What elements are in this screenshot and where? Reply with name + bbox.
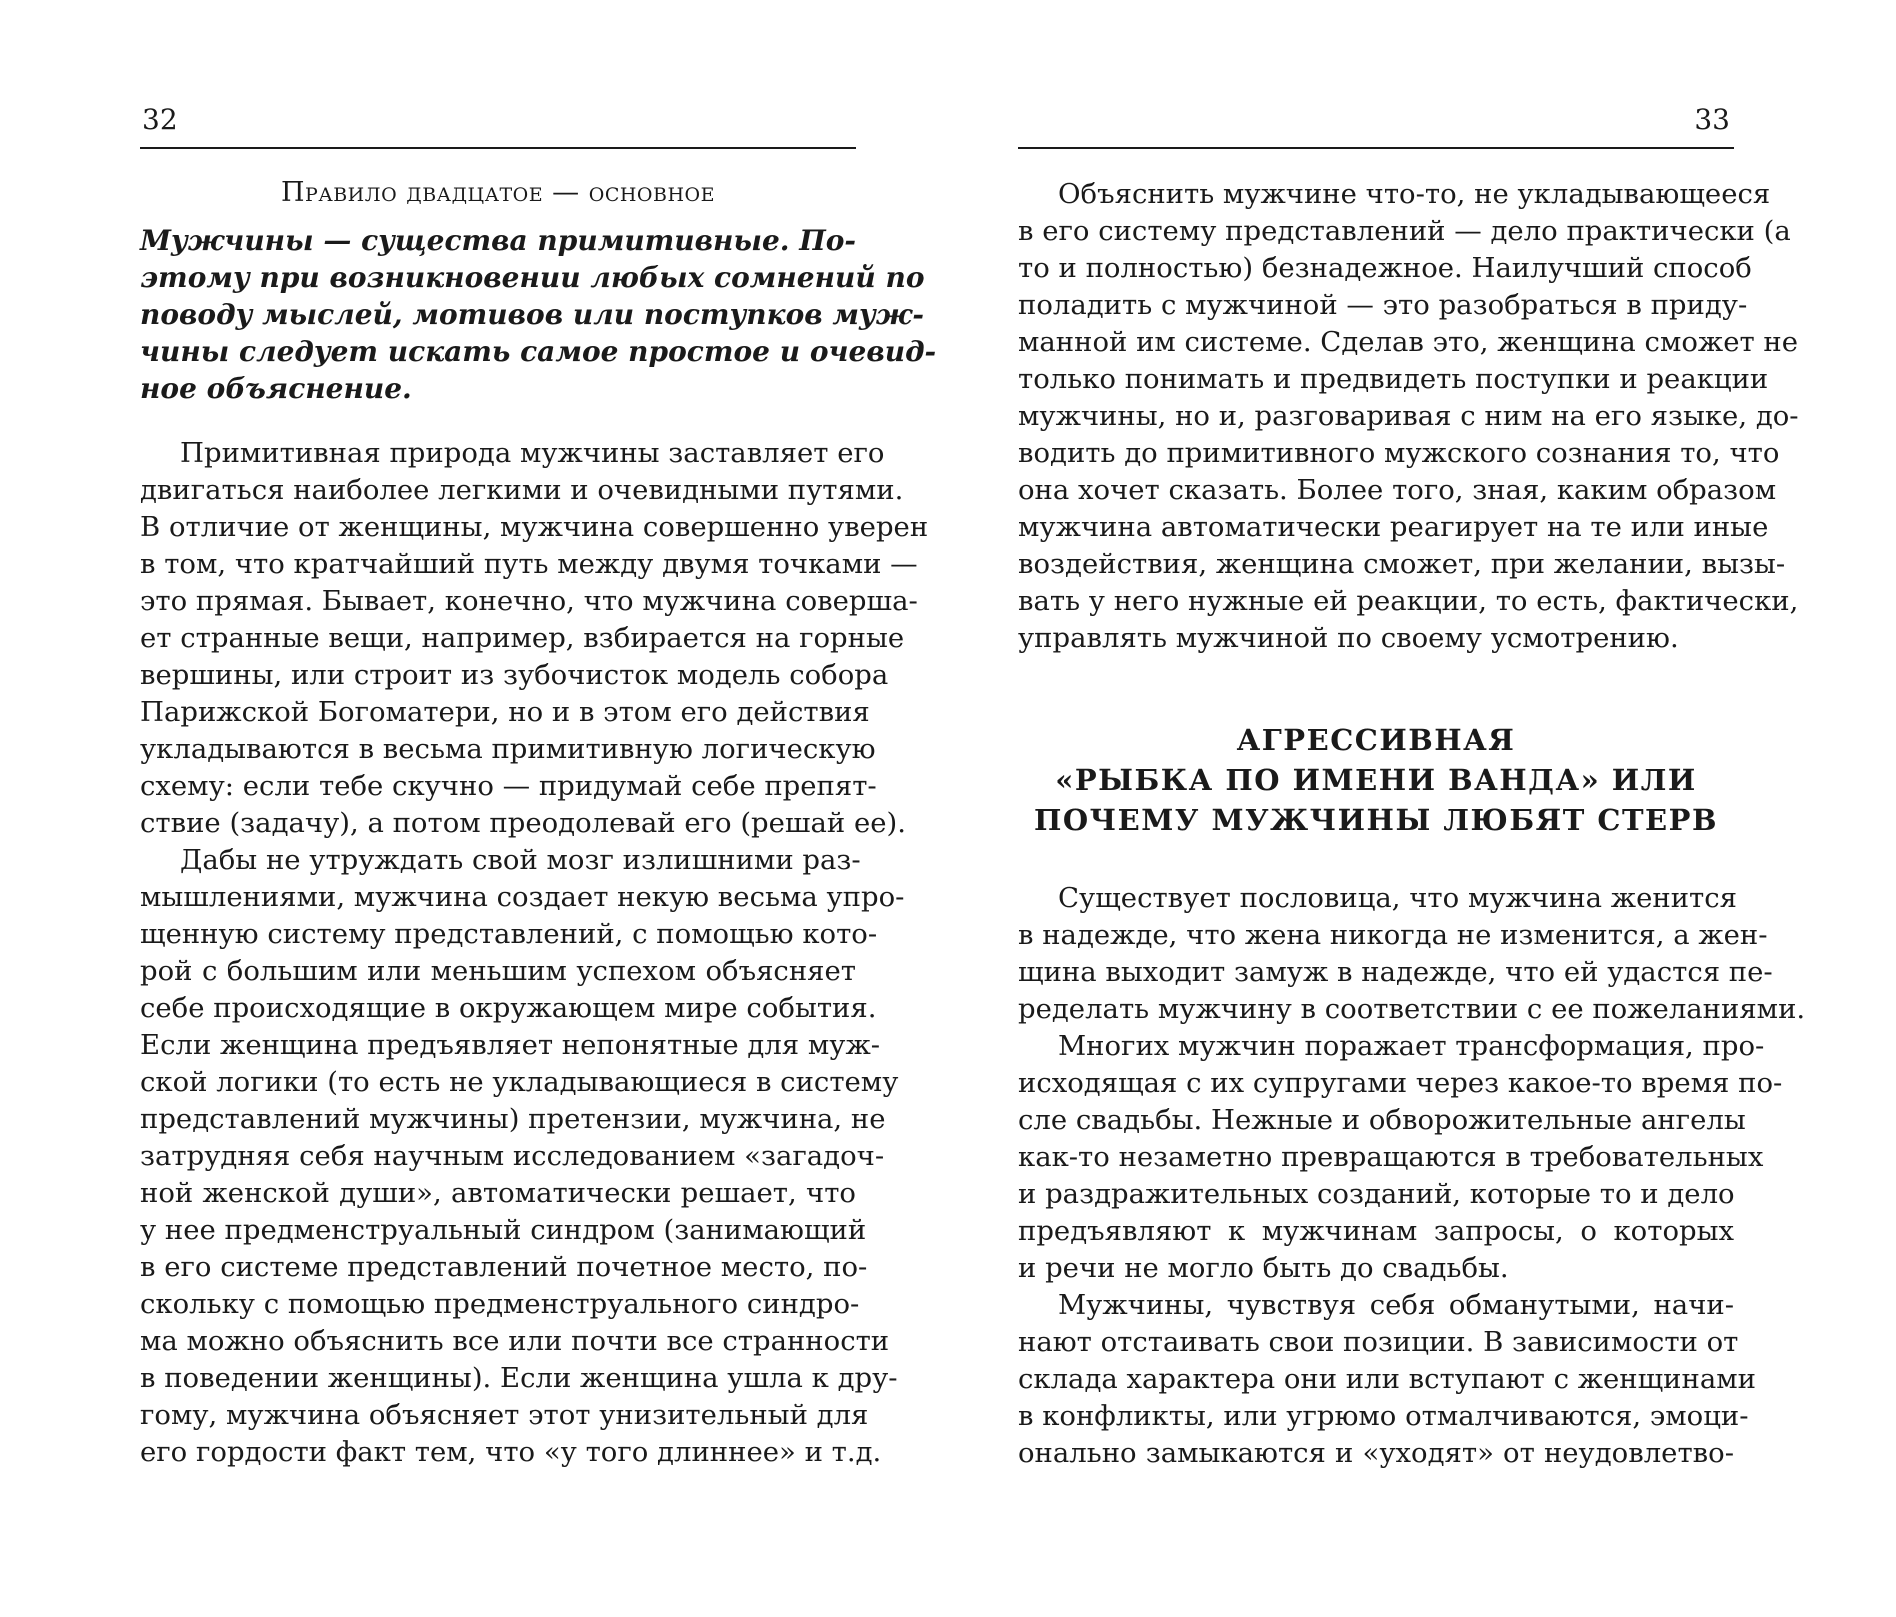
text-line: это прямая. Бывает, конечно, что мужчина соверша- — [140, 585, 918, 617]
text-line: в его систему представлений — дело практически (а — [1018, 215, 1791, 247]
text-line: рой с большим или меньшим успехом объясняет — [140, 955, 856, 987]
text-line: то и полностью) безнадежное. Наилучший способ — [1018, 252, 1752, 284]
text-line: В отличие от женщины, мужчина совершенно уверен — [140, 511, 929, 543]
text-line: Дабы не утруждать свой мозг излишними раз- — [180, 844, 861, 876]
text-line: Многих мужчин поражает трансформация, про- — [1058, 1030, 1765, 1062]
text-line: щина выходит замуж в надежде, что ей удастся пе- — [1018, 956, 1773, 988]
text-line: Объяснить мужчине что-то, не укладывающееся — [1058, 178, 1771, 210]
text-line: в надежде, что жена никогда не изменится, а жен- — [1018, 919, 1768, 951]
rule-line: этому при возникновении любых сомнений по — [140, 261, 925, 294]
text-line: Мужчины, чувствуя себя обманутыми, начи- — [1058, 1289, 1734, 1321]
rule-line: ное объяснение. — [140, 372, 412, 405]
left-body-text — [140, 435, 929, 1471]
rule-line: поводу мыслей, мотивов или поступков муж- — [140, 298, 924, 331]
text-line: в том, что кратчайший путь между двумя точками — — [140, 548, 918, 580]
header-rule-left — [140, 147, 856, 149]
text-line: гому, мужчина объясняет этот унизительный для — [140, 1399, 869, 1431]
right-paragraph-1 — [1018, 176, 1799, 657]
text-line: мышлениями, мужчина создает некую весьма упро- — [140, 881, 905, 913]
text-line: Существует пословица, что мужчина женится — [1058, 882, 1737, 914]
text-line: Если женщина предъявляет непонятные для муж- — [140, 1029, 881, 1061]
text-line: в поведении женщины). Если женщина ушла к дру- — [140, 1362, 898, 1394]
text-line: его гордости факт тем, что «у того длиннее» и т.д. — [140, 1436, 882, 1468]
rule-statement — [140, 222, 937, 407]
text-line: ределать мужчину в соответствии с ее пожеланиями. — [1018, 993, 1806, 1025]
left-page — [140, 0, 937, 1617]
text-line: Примитивная природа мужчины заставляет его — [180, 437, 885, 469]
right-paragraph-2 — [1018, 880, 1806, 1472]
text-line: вершины, или строит из зубочисток модель собора — [140, 659, 889, 691]
text-line: вать у него нужные ей реакции, то есть, фактически, — [1018, 585, 1799, 617]
text-line: манной им системе. Сделав это, женщина сможет не — [1018, 326, 1799, 358]
text-line: затрудняя себя научным исследованием «загадоч- — [140, 1140, 885, 1172]
right-page — [1018, 0, 1806, 1617]
text-line: предъявляют к мужчинам запросы, о которых — [1018, 1215, 1734, 1247]
section-heading — [1018, 720, 1734, 840]
rule-line: Мужчины — существа примитивные. По- — [140, 224, 857, 257]
text-line: себе происходящие в окружающем мире события. — [140, 992, 877, 1024]
rule-line: чины следует искать самое простое и очевид- — [140, 335, 937, 368]
text-line: ма можно объяснить все или почти все странности — [140, 1325, 890, 1357]
page-number-left: 32 — [142, 103, 178, 136]
text-line: мужчина автоматически реагирует на те или иные — [1018, 511, 1769, 543]
text-line: в его системе представлений почетное место, по- — [140, 1251, 868, 1283]
text-line: мужчины, но и, разговаривая с ним на его языке, до- — [1018, 400, 1799, 432]
text-line: представлений мужчины) претензии, мужчина, не — [140, 1103, 886, 1135]
text-line: ствие (задачу), а потом преодолевай его (решай ее). — [140, 807, 906, 839]
text-line: склада характера они или вступают с женщинами — [1018, 1363, 1756, 1395]
text-line: щенную систему представлений, с помощью кото- — [140, 918, 878, 950]
text-line: схему: если тебе скучно — придумай себе препят- — [140, 770, 877, 802]
text-line: Парижской Богоматери, но и в этом его действия — [140, 696, 870, 728]
text-line: только понимать и предвидеть поступки и реакции — [1018, 363, 1769, 395]
text-line: управлять мужчиной по своему усмотрению. — [1018, 622, 1679, 654]
text-line: нают отстаивать свои позиции. В зависимости от — [1018, 1326, 1739, 1358]
text-line: ет странные вещи, например, взбирается на горные — [140, 622, 905, 654]
text-line: и раздражительных созданий, которые то и дело — [1018, 1178, 1735, 1210]
heading-line: ПОЧЕМУ МУЖЧИНЫ ЛЮБЯТ СТЕРВ — [1034, 803, 1718, 837]
text-line: воздействия, женщина сможет, при желании, вызы- — [1018, 548, 1786, 580]
text-line: водить до примитивного мужского сознания то, что — [1018, 437, 1780, 469]
text-line: у нее предменструальный синдром (занимающий — [140, 1214, 867, 1246]
text-line: двигаться наиболее легкими и очевидными путями. — [140, 474, 904, 506]
text-line: онально замыкаются и «уходят» от неудовлетво- — [1018, 1437, 1734, 1469]
text-line: в конфликты, или угрюмо отмалчиваются, эмоци- — [1018, 1400, 1749, 1432]
header-rule-right — [1018, 147, 1734, 149]
page-number-right: 33 — [1694, 103, 1730, 136]
text-line: ной женской души», автоматически решает, что — [140, 1177, 856, 1209]
text-line: скольку с помощью предменструального синдро- — [140, 1288, 860, 1320]
text-line: укладываются в весьма примитивную логическую — [140, 733, 876, 765]
text-line: исходящая с их супругами через какое-то время по- — [1018, 1067, 1783, 1099]
text-line: она хочет сказать. Более того, зная, каким образом — [1018, 474, 1777, 506]
heading-line: АГРЕССИВНАЯ — [1236, 723, 1516, 757]
text-line: как-то незаметно превращаются в требовательных — [1018, 1141, 1764, 1173]
text-line: ской логики (то есть не укладывающиеся в систему — [140, 1066, 899, 1098]
text-line: сле свадьбы. Нежные и обворожительные ангелы — [1018, 1104, 1746, 1136]
heading-line: «РЫБКА ПО ИМЕНИ ВАНДА» ИЛИ — [1055, 763, 1697, 797]
text-line: и речи не могло быть до свадьбы. — [1018, 1252, 1509, 1284]
text-line: поладить с мужчиной — это разобраться в приду- — [1018, 289, 1748, 321]
rule-title: Правило двадцатое — основное — [281, 177, 715, 208]
